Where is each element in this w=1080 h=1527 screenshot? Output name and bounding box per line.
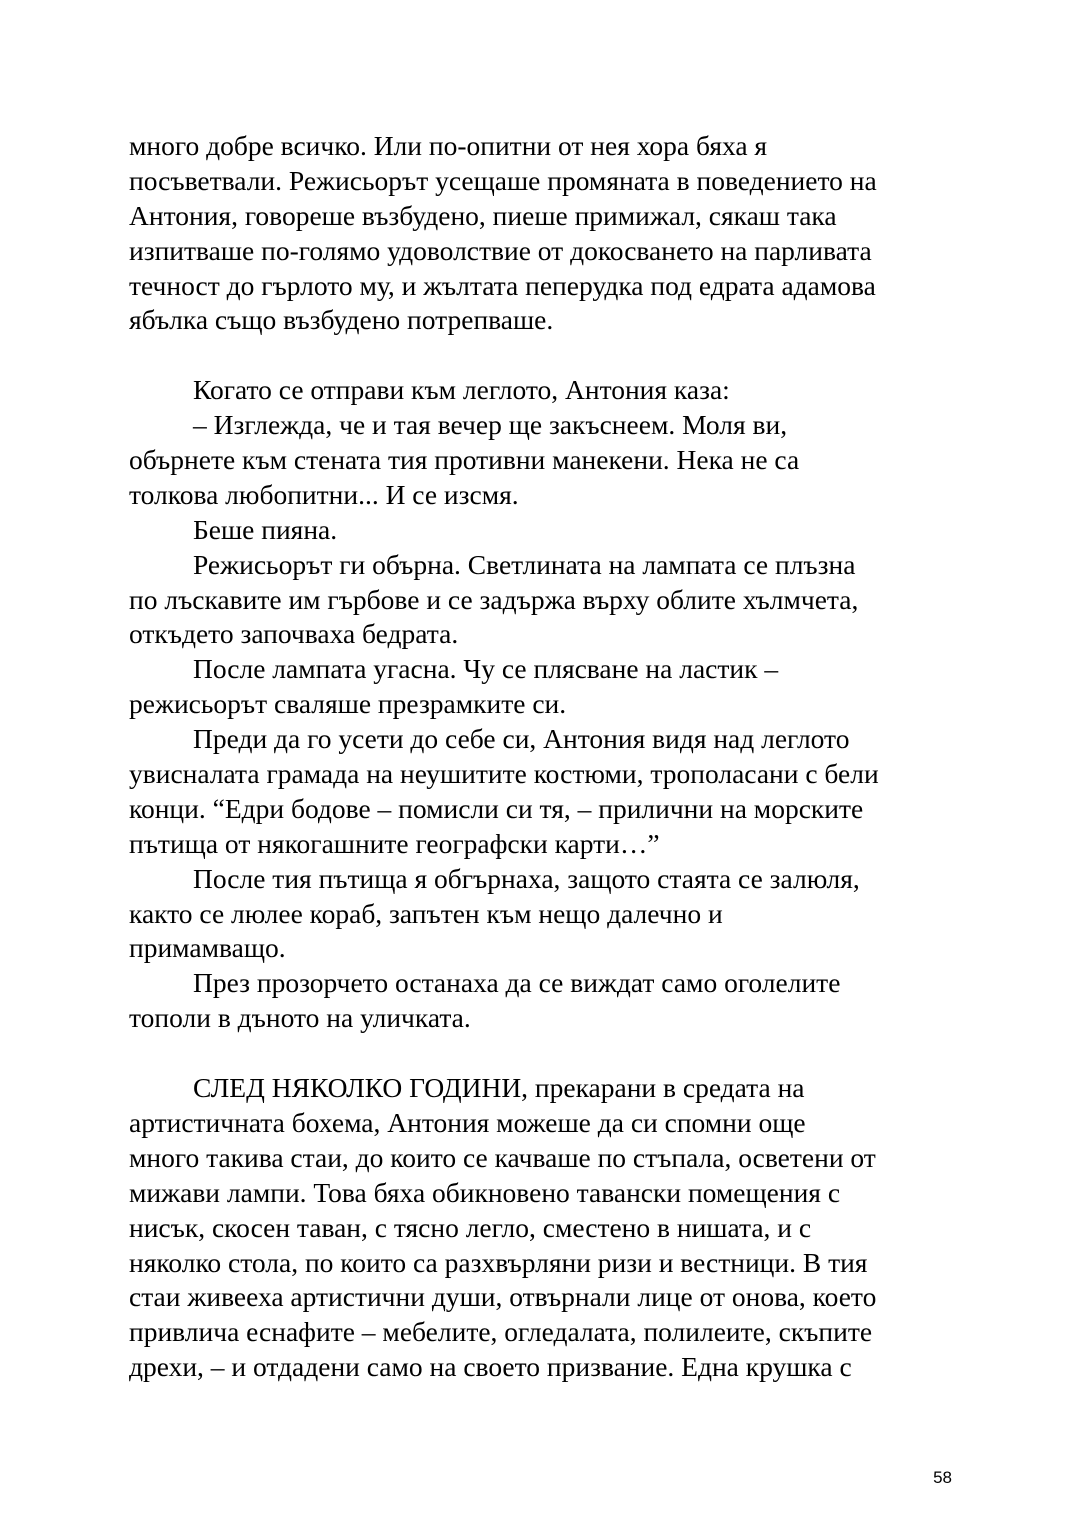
text-line: примамващо.	[129, 932, 286, 964]
text-line: привлича еснафите – мебелите, огледалата, полилеите, скъпите	[129, 1316, 873, 1348]
text-line: много такива стаи, до които се качваше по стъпала, осветени от	[129, 1141, 876, 1173]
text-line: много добре всичко. Или по-опитни от нея хора бяха я	[129, 130, 768, 161]
text-line: артистичната бохема, Антония можеше да си спомни още	[129, 1106, 806, 1138]
text-line: стаи живееха артистични души, отвърнали лице от онова, което	[129, 1281, 877, 1313]
text-line: През прозорчето останаха да се виждат само оголелите	[193, 967, 841, 999]
text-line: конци. “Едри бодове – помисли си тя, – прилични на морските	[129, 792, 864, 824]
text-line: мижави лампи. Това бяха обикновено тавански помещения с	[129, 1176, 841, 1208]
body-text	[129, 129, 959, 1385]
text-line: по лъскавите им гърбове и се задържа върху облите хълмчета,	[129, 583, 859, 615]
text-line: Преди да го усети до себе си, Антония видя над леглото	[193, 723, 850, 755]
text-line: посъветвали. Режисьорът усещаше промяната в поведението на	[129, 164, 877, 196]
text-line: Антония, говореше възбудено, пиеше примижал, сякаш така	[129, 199, 837, 231]
text-line: тополи в дъното на уличката.	[129, 1002, 471, 1034]
text-line: После тия пътища я обгърнаха, защото стаята се залюля,	[193, 862, 860, 894]
text-line: нисък, скосен таван, с тясно легло, сместено в нишата, и с	[129, 1211, 812, 1243]
text-line: няколко стола, по които са разхвърляни ризи и вестници. В тия	[129, 1246, 868, 1278]
text-line: изпитваше по-голямо удоволствие от докосването на парливата	[129, 234, 872, 266]
text-line: дрехи, – и отдадени само на своето призвание. Една крушка с	[129, 1351, 852, 1383]
text-line: както се люлее кораб, запътен към нещо далечно и	[129, 897, 723, 929]
text-line: ябълка също възбудено потрепваше.	[129, 304, 554, 336]
text-line: – Изглежда, че и тая вечер ще закъснеем. Моля ви,	[193, 409, 788, 441]
text-line: Режисьорът ги обърна. Светлината на лампата се плъзна	[193, 548, 856, 580]
page-number: 58	[933, 1468, 952, 1487]
text-line: Когато се отправи към леглото, Антония каза:	[193, 374, 730, 406]
text-line: режисьорът сваляше презрамките си.	[129, 688, 567, 720]
paragraph-gap	[129, 1036, 959, 1071]
paragraph-gap	[129, 338, 959, 373]
text-line: СЛЕД НЯКОЛКО ГОДИНИ, прекарани в средата на	[193, 1072, 805, 1104]
text-line: увисналата грамада на неушитите костюми, трополасани с бели	[129, 758, 879, 790]
text-line: течност до гърлото му, и жълтата пеперудка под едрата адамова	[129, 269, 876, 301]
text-line: пътища от някогашните географски карти…”	[129, 827, 660, 859]
text-line: толкова любопитни... И се изсмя.	[129, 478, 519, 510]
text-line: обърнете към стената тия противни манекени. Нека не са	[129, 444, 800, 476]
text-line: После лампата угасна. Чу се плясване на ластик –	[193, 653, 779, 685]
text-line: откъдето започваха бедрата.	[129, 618, 459, 650]
text-line: Беше пияна.	[193, 513, 338, 545]
